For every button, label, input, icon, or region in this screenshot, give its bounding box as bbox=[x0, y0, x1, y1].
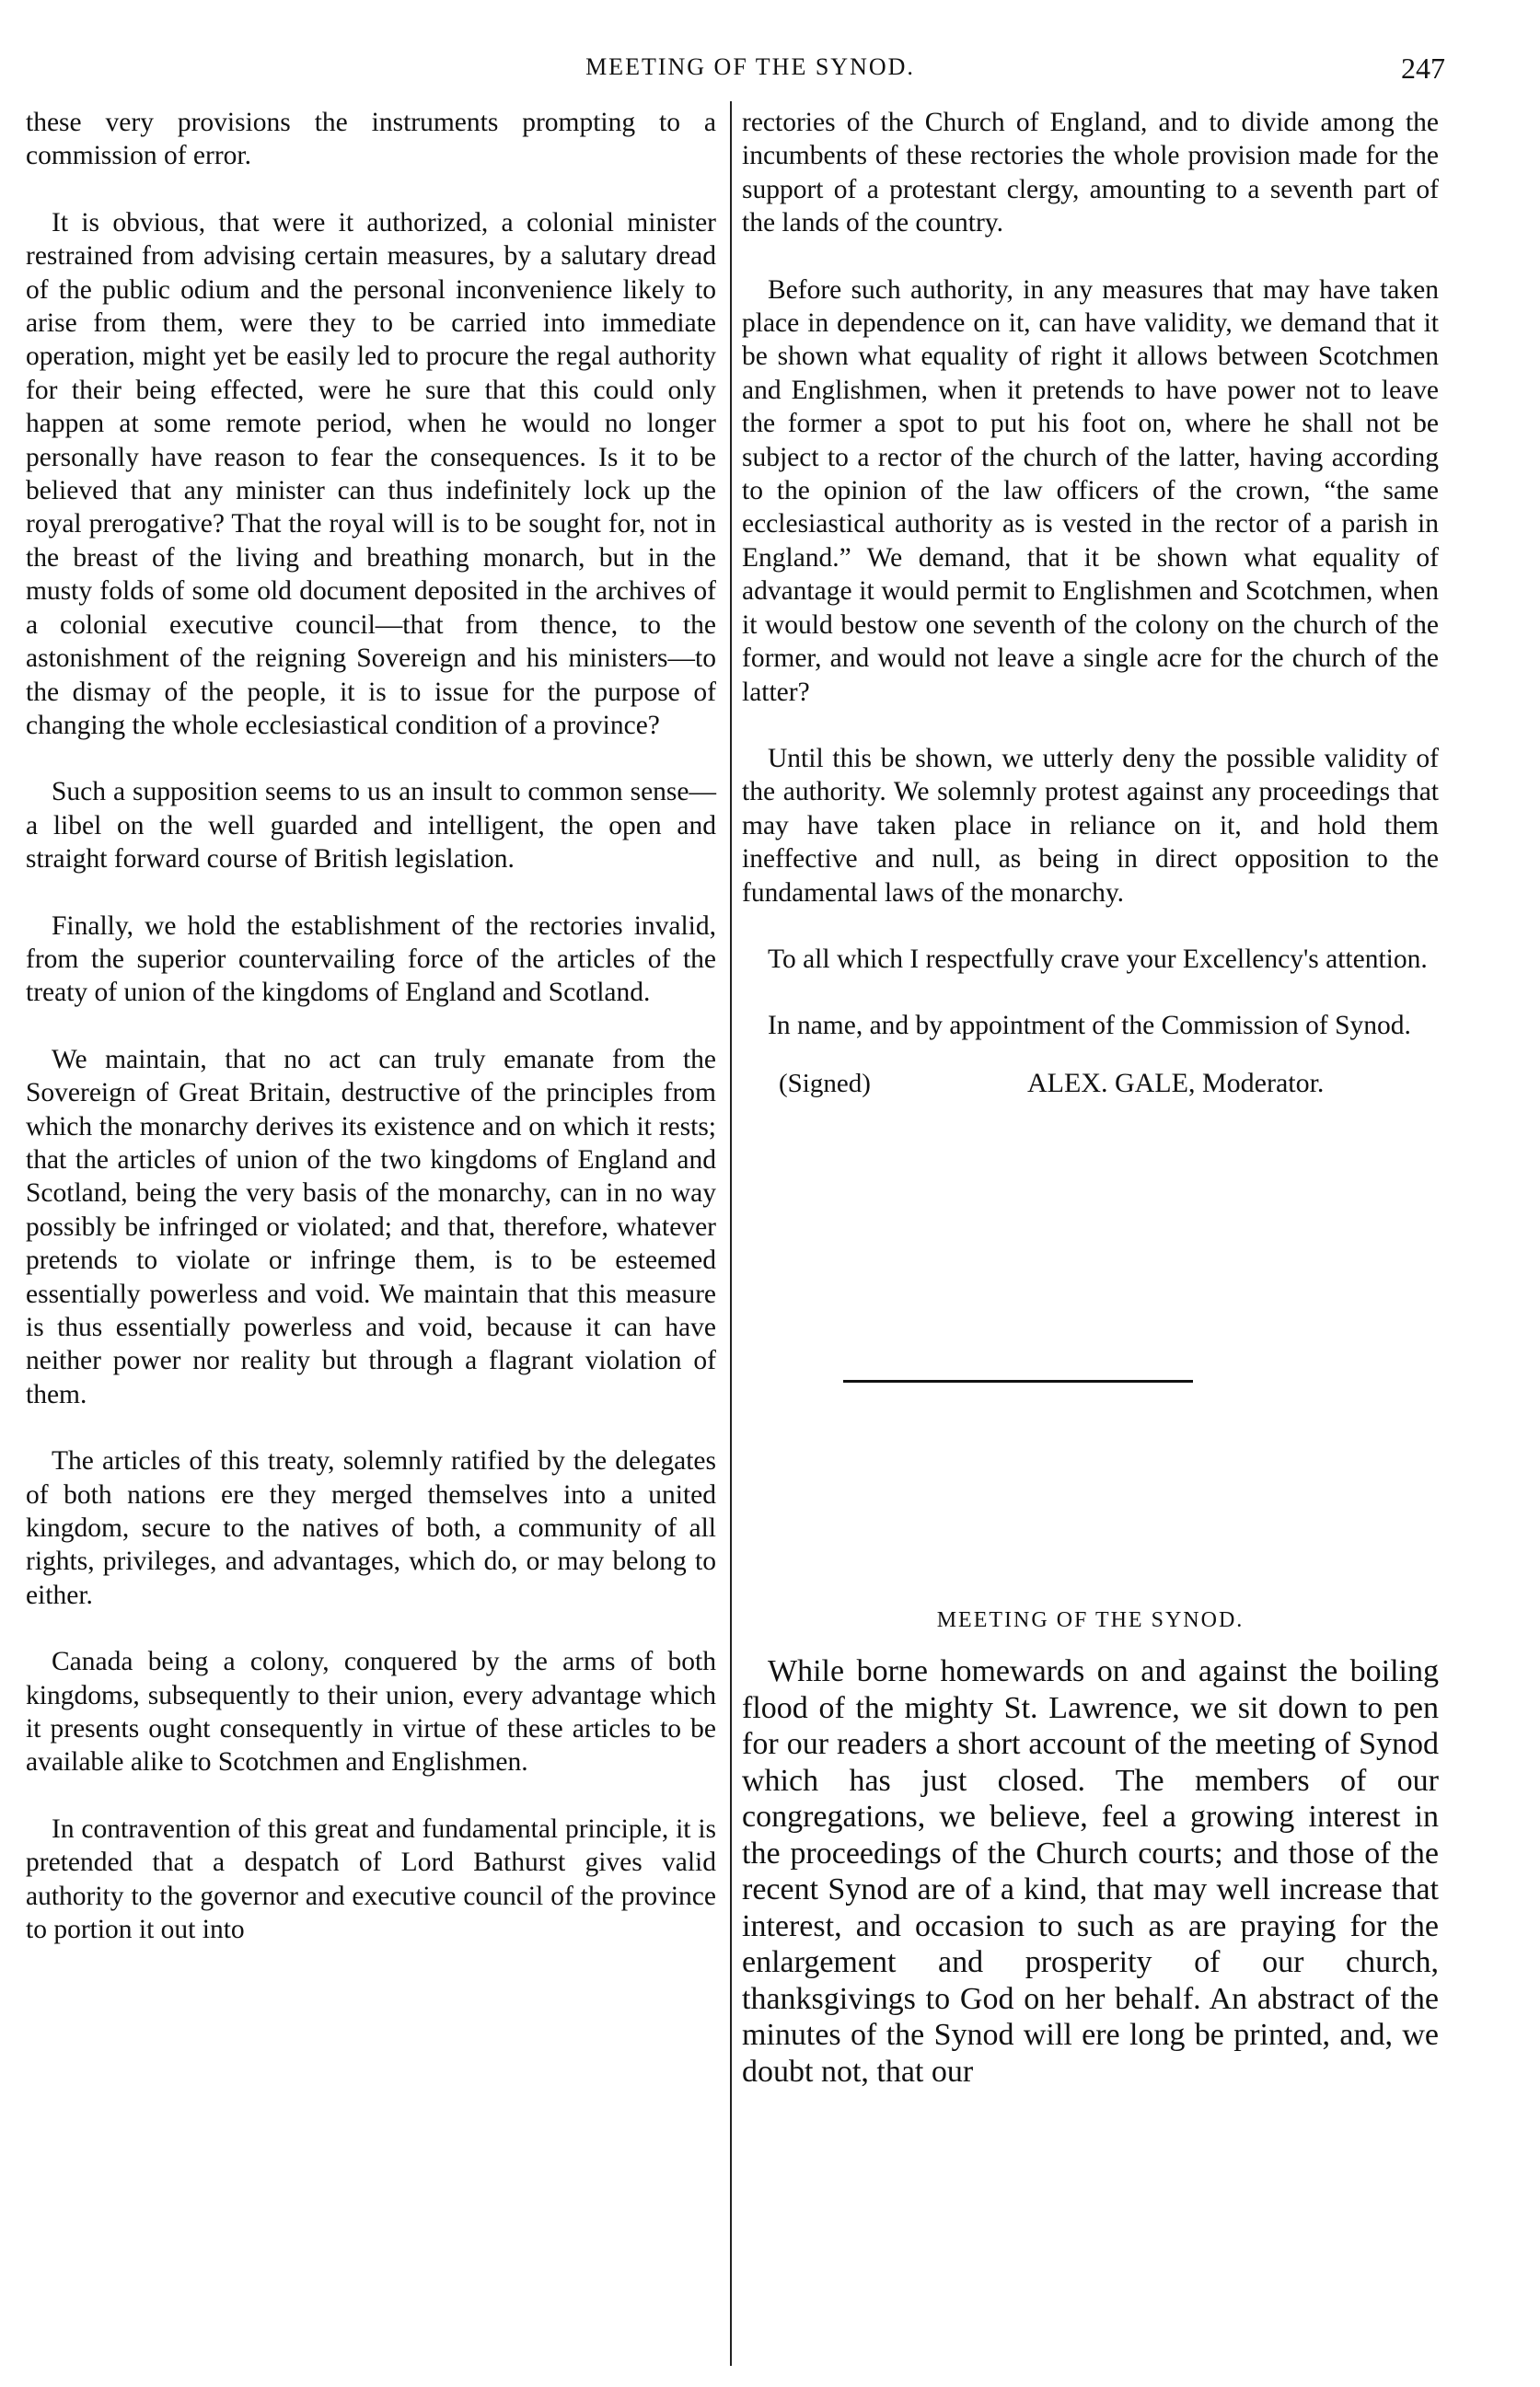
section-title: MEETING OF THE SYNOD. bbox=[936, 1607, 1245, 1632]
section-rule bbox=[843, 1380, 1193, 1383]
paragraph: Until this be shown, we utterly deny the possible validity of the authority. We solemnly protest against any proceedings that may have taken place in reliance on it, and hold them ineffective and null, as being in direct opposition to the fundamental laws of the monarchy. bbox=[742, 743, 1439, 908]
paragraph: The articles of this treaty, solemnly ratified by the delegates of both nations ere they merged themselves into a united kingdom, secure to the natives of both, a community of all rights, privileges, and advantages, which do, or may belong to either. bbox=[26, 1446, 716, 1610]
paragraph: Such a supposition seems to us an insult to common sense—a libel on the well guarded and intelligent, the open and straight forward course of British legislation. bbox=[26, 777, 716, 875]
signer-name: ALEX. GALE, Moderator. bbox=[1027, 1067, 1325, 1098]
left-column bbox=[26, 106, 716, 1980]
paragraph: Finally, we hold the establishment of the rectories invalid, from the superior countervailing force of the articles of the treaty of union of the kingdoms of England and Scotland. bbox=[26, 910, 716, 1008]
column-divider bbox=[730, 101, 732, 2366]
paragraph: To all which I respectfully crave your Excellency's attention. bbox=[768, 944, 1428, 974]
paragraph: rectories of the Church of England, and to divide among the incumbents of these rectories the whole provision made for the support of a protestant clergy, amounting to a seventh part of the lands of the country. bbox=[742, 108, 1439, 238]
paragraph: In contravention of this great and fundamental principle, it is pretended that a despatch of Lord Bathurst gives valid authority to the governor and executive council of the province to portion it out into bbox=[26, 1813, 716, 1945]
running-head: MEETING OF THE SYNOD. bbox=[585, 53, 915, 80]
signature-line bbox=[742, 1067, 1439, 1104]
page-header bbox=[55, 52, 1445, 88]
paragraph: We maintain, that no act can truly emanate from the Sovereign of Great Britain, destructive of the principles from which the monarchy derives its existence and on which it rests; that the articles of union of the two kingdoms of England and Scotland, being the very basis of the monarchy, can in no way possibly be infringed or violated; and that, therefore, whatever pretends to violate or infringe them, is to be esteemed essentially powerless and void. We maintain that this measure is thus essentially powerless and void, because it can have neither power nor reality but through a flagrant violation of them. bbox=[26, 1044, 716, 1409]
page-number: 247 bbox=[1401, 52, 1445, 85]
paragraph: Before such authority, in any measures that may have taken place in dependence on it, can have validity, we demand that it be shown what equality of right it allows between Scotchmen and Englishmen, when it pretends to have power not to leave the former a spot to put his foot on, where he shall not be subject to a rector of the church of the latter, having according to the opinion of the law officers of the crown, “the same ecclesiastical authority as is vested in the rector of a parish in England.” We demand, that it be shown what equality of advantage it would permit to Englishmen and Scotchmen, when it would bestow one seventh of the colony on the church of the former, and would not leave a single acre for the church of the latter? bbox=[742, 274, 1439, 707]
right-column bbox=[742, 106, 1439, 2123]
article-paragraph: While borne homewards on and against the boiling flood of the mighty St. Lawrence, we sit down to pen for our readers a short account of the meeting of Synod which has just closed. The members of our congregations, we believe, feel a growing interest in the proceedings of the Church courts; and those of the recent Synod are of a kind, that may well increase that interest, and occasion to such as are praying for the enlargement and prosperity of our church, thanksgivings to God on her behalf. An abstract of the minutes of the Synod will ere long be printed, and, we doubt not, that our bbox=[742, 1654, 1439, 2089]
paragraph: In name, and by appointment of the Commission of Synod. bbox=[768, 1011, 1411, 1041]
signed-label: (Signed) bbox=[779, 1068, 871, 1098]
paragraph: these very provisions the instruments prompting to a commission of error. bbox=[26, 108, 716, 171]
paragraph: Canada being a colony, conquered by the arms of both kingdoms, subsequently to their union, every advantage which it presents ought consequently in virtue of these articles to be available alike to Scotchmen and Englishmen. bbox=[26, 1647, 716, 1778]
paragraph: It is obvious, that were it authorized, a colonial minister restrained from advising certain measures, by a salutary dread of the public odium and the personal inconvenience likely to arise from them, were they to be carried into immediate operation, might yet be easily led to procure the regal authority for their being effected, were he sure that this could only happen at some remote period, when he would no longer personally have reason to fear the consequences. Is it to be believed that any minister can thus indefinitely lock up the royal prerogative? That the royal will is to be sought for, not in the breast of the living and breathing monarch, but in the musty folds of some old document deposited in the archives of a colonial executive council—that from thence, to the astonishment of the reigning Sovereign and his ministers—to the dismay of the people, it is to issue for the purpose of changing the whole ecclesiastical condition of a province? bbox=[26, 207, 716, 740]
